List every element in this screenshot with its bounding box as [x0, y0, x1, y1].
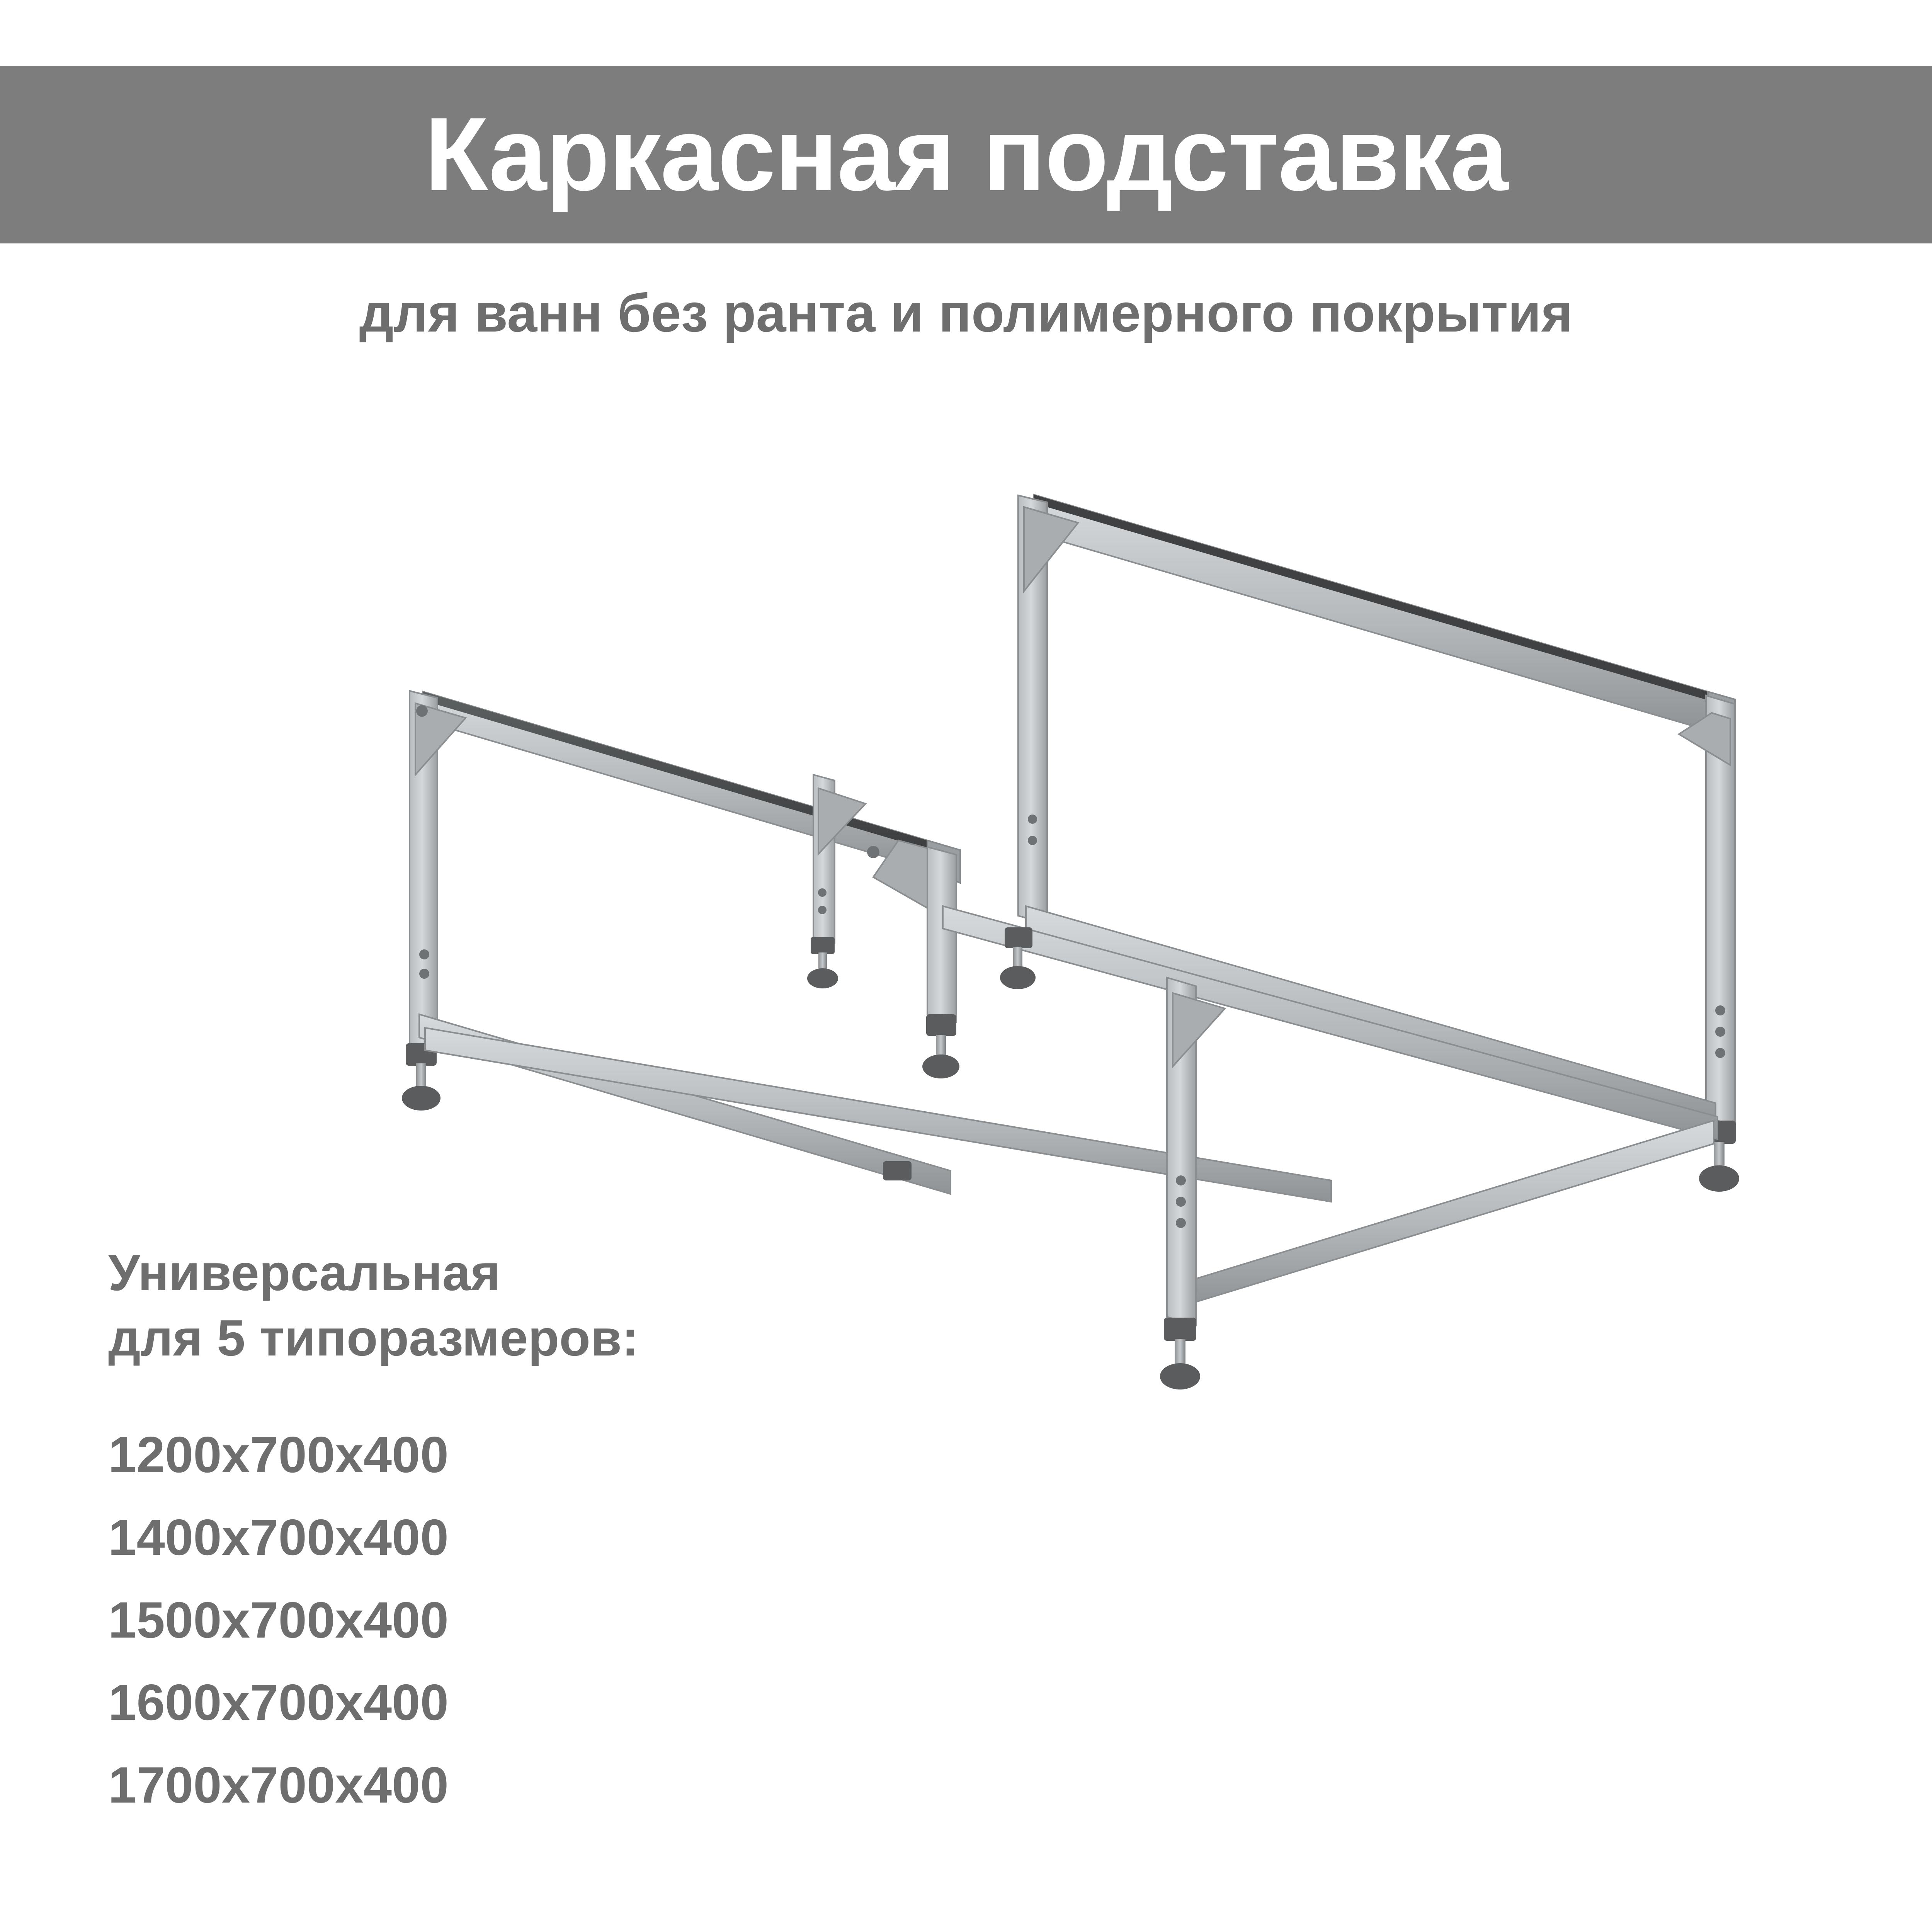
size-list [108, 1413, 958, 1827]
spec-block [108, 1240, 958, 1827]
rear-bottom-rail [1182, 1121, 1714, 1306]
front-right-post [873, 840, 959, 1078]
list-item: 1600x700x400 [108, 1674, 449, 1731]
spec-heading-line2: для 5 типоразмеров: [108, 1309, 639, 1366]
list-item: 1700x700x400 [108, 1757, 449, 1814]
frame-back-rail [1034, 495, 1735, 742]
front-bottom-post-right [1160, 978, 1225, 1389]
front-top-rail [423, 692, 960, 883]
frame-back-left-post [1018, 495, 1078, 923]
list-item: 1200x700x400 [108, 1426, 449, 1483]
page-subtitle: для ванн без ранта и полимерного покрытия [359, 282, 1573, 343]
rear-left-foot [1000, 927, 1036, 989]
page-title: Каркасная подставка [424, 96, 1508, 213]
cross-brace-right [943, 906, 1718, 1139]
list-item: 1500x700x400 [108, 1591, 449, 1648]
mid-vertical-strut [807, 775, 866, 988]
header-band [0, 66, 1932, 243]
spec-heading-line1: Универсальная [108, 1244, 501, 1301]
center-foot [883, 1161, 912, 1180]
list-item: 1400x700x400 [108, 1509, 449, 1566]
